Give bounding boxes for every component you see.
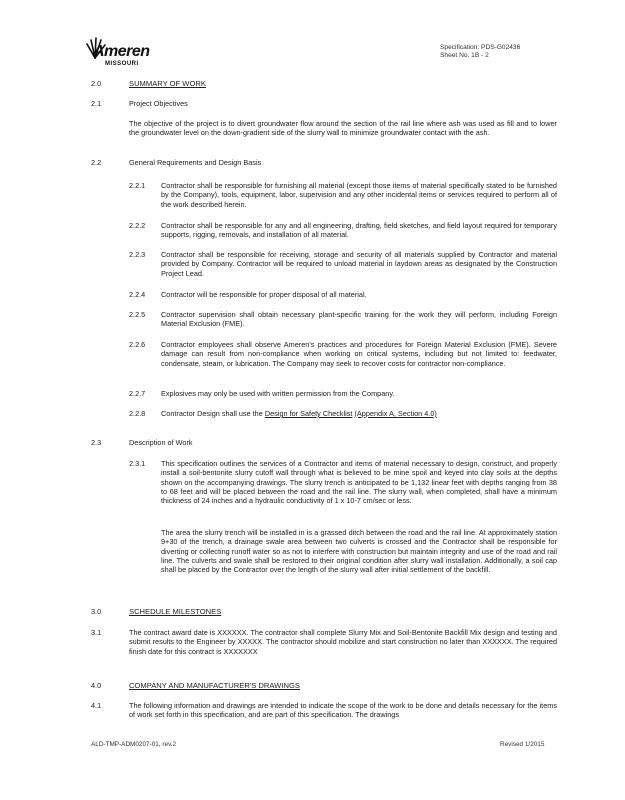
item-2-3-1-paragraph-1: This specification outlines the services of a Contractor and items of material necessary to design, construct, and properly install a soil-bentonite slurry cutoff wall through what is believed to be mine spoil and keyed into clay soils at the depths shown on the accompanying drawings. The slurry trench is anticipated to be 1,132 linear feet with depths ranging from 38 to 68 feet and will be placed between the road and the rail line. The slurry wall, when completed, shall have a minimum thickness of 24 inches and a hydraulic conductivity of 1 x 10-7 cm/sec or less. (161, 459, 557, 506)
item-2-2-1-text: Contractor shall be responsible for furnishing all material (except those items of material specifically stated to be furnished by the Company), tools, equipment, labor, supervision and any other incidental items or services required to perform all of the work described herein. (161, 181, 557, 209)
section-4-1-number: 4.1 (91, 701, 102, 710)
spec-number: Specification: PDS-G02436 (440, 44, 521, 51)
item-2-2-6-text: Contractor employees shall observe Ameren's practices and procedures for Foreign Material Exclusion (FME). Severe damage can result from non-compliance when working on critical systems, including but not limited to: feedwater, condensate, steam, or lubrication. The Company may seek to recover costs for contractor non-compliance. (161, 340, 557, 368)
item-2-2-3-number: 2.2.3 (129, 250, 146, 259)
footer-document-id: ALD-TMP-ADM0207-01, rev.2 (91, 741, 177, 748)
item-2-2-2-number: 2.2.2 (129, 221, 146, 230)
item-2-2-3-text: Contractor shall be responsible for receiving, storage and security of all materials supplied by Contractor and material provided by Company. Contractor will be required to unload material in laydown areas as designated by the Construction Project Lead. (161, 250, 557, 278)
item-2-2-4-text: Contractor will be responsible for proper disposal of all material. (161, 290, 367, 299)
item-2-2-5-number: 2.2.5 (129, 310, 146, 319)
item-2-2-4-number: 2.2.4 (129, 290, 146, 299)
section-2-2-number: 2.2 (91, 158, 102, 167)
section-2-2-title: General Requirements and Design Basis (129, 158, 262, 167)
section-2-3-title: Description of Work (129, 438, 193, 447)
item-2-2-8-text-pre: Contractor Design shall use the (161, 409, 265, 418)
sheet-number: Sheet No. 1B - 2 (440, 52, 489, 60)
footer-revision-date: Revised 1/2015 (500, 741, 545, 748)
header-spec-block (440, 44, 520, 60)
item-2-3-1-paragraph-2: The area the slurry trench will be installed in is a grassed ditch between the road and the rail line. At approximately station 9+30 of the trench, a drainage swale area between two culverts is crossed and the Contractor shall be responsible for diverting or collecting runoff water so as not to interfere with construction but maintain integrity and use of the road and rail line. The culverts and swale shall be restored to their original condition after slurry wall installation. Additionally, a soil cap shall be placed by the Contractor over the length of the slurry wall after initial settlement of the backfill. (161, 528, 557, 575)
item-2-2-6-number: 2.2.6 (129, 340, 146, 349)
item-2-2-7-text: Explosives may only be used with written permission from the Company. (161, 389, 395, 398)
section-2-1-number: 2.1 (91, 99, 102, 108)
item-2-2-5-text: Contractor supervision shall obtain necessary plant-specific training for the work they will perform, including Foreign Material Exclusion (FME). (161, 310, 557, 329)
item-2-3-1-number: 2.3.1 (129, 459, 146, 468)
section-2-1-title: Project Objectives (129, 99, 188, 108)
section-4-1-text: The following information and drawings are intended to indicate the scope of the work to be done and details necessary for the items of work set forth in this specification, and are part of this specification. The drawings (129, 701, 557, 720)
logo-subtitle: MISSOURI (105, 61, 139, 67)
appendix-a-link[interactable]: (Appendix A, Section 4.0) (354, 409, 437, 418)
item-2-2-2-text: Contractor shall be responsible for any and all engineering, drafting, field sketches, and field layout required for temporary supports, rigging, removals, and installation of all material. (161, 221, 557, 240)
section-2-3-number: 2.3 (91, 438, 102, 447)
section-2-title: SUMMARY OF WORK (129, 79, 206, 88)
item-2-2-1-number: 2.2.1 (129, 181, 146, 190)
section-4-number: 4.0 (91, 681, 102, 690)
section-2-number: 2.0 (91, 79, 102, 88)
item-2-2-7-number: 2.2.7 (129, 389, 146, 398)
ameren-logo (83, 36, 163, 70)
design-for-safety-checklist-link[interactable]: Design for Safety Checklist (264, 409, 353, 418)
section-3-1-number: 3.1 (91, 628, 102, 637)
item-2-2-8-text (161, 409, 557, 418)
section-3-number: 3.0 (91, 607, 102, 616)
section-4-title: COMPANY AND MANUFACTURER'S DRAWINGS (129, 681, 300, 690)
item-2-2-8-number: 2.2.8 (129, 409, 146, 418)
logo-wordmark: Ameren (93, 43, 150, 60)
section-3-1-text: The contract award date is XXXXXX. The contractor shall complete Slurry Mix and Soil-Bentonite Backfill Mix design and testing and submit results to the Engineer by XXXXX. The contractor should mobilize and start construction no later than XXXXXX. The required finish date for this contract is XXXXXXX (129, 628, 557, 656)
section-3-title: SCHEDULE MILESTONES (129, 607, 222, 616)
section-2-1-text: The objective of the project is to divert groundwater flow around the section of the rail line where ash was used as fill and to lower the groundwater level on the down-gradient side of the slurry wall to minimize groundwater contact with the ash. (129, 119, 557, 138)
